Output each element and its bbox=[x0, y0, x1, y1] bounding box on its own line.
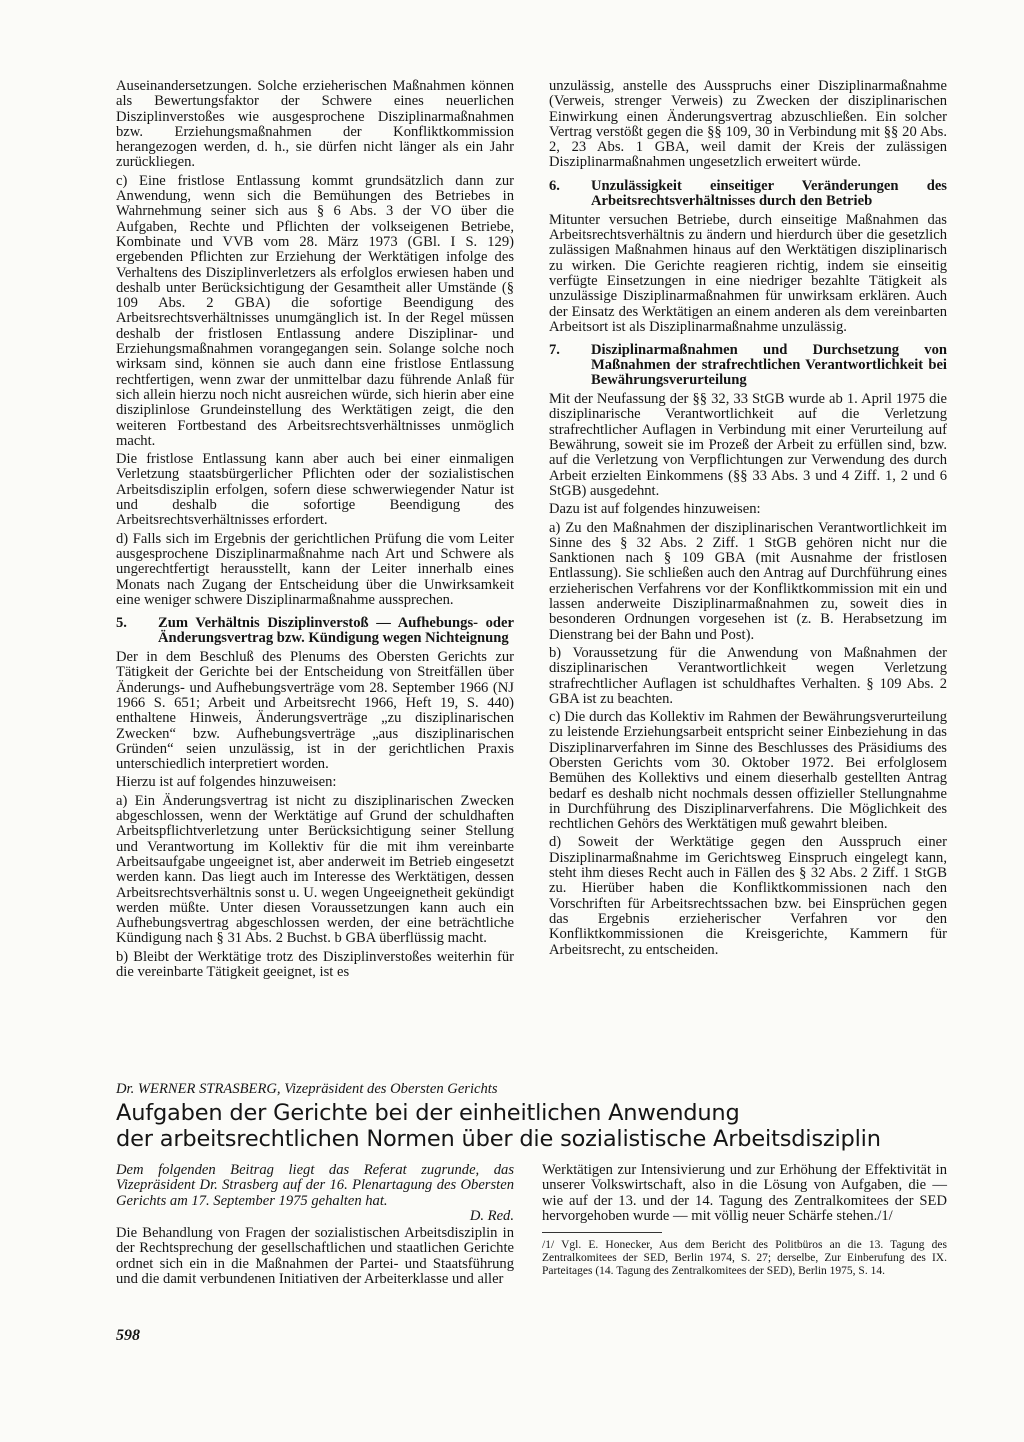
paragraph: Die Behandlung von Fragen der sozialistischen Arbeitsdisziplin in der Rechtsprechung der gesellschaftlichen und staatlichen Gerichte ordnet sich ein in die Maßnahmen der Partei- und Staatsführung und die damit verbundenen Initiativen der Arbeiterklasse und aller bbox=[116, 1225, 514, 1288]
paragraph: Mit der Neufassung der §§ 32, 33 StGB wurde ab 1. April 1975 die disziplinarische Verantwortlichkeit auf die Verletzung strafrechtlicher Auflagen in Verbindung mit einer Verurteilung auf Bewährung, soweit sie im Prozeß der Arbeit zu erfüllen sind, bzw. auf die Verletzung von Verpflichtungen zur Verwendung des durch Arbeit erzielten Einkommens (§§ 33 Abs. 3 und 4 Ziff. 1, 2 und 6 StGB) ausgedehnt. bbox=[549, 391, 947, 499]
paragraph: c) Eine fristlose Entlassung kommt grundsätzlich dann zur Anwendung, wenn sich die Bemühungen des Betriebes in Wahrnehmung seiner sich aus § 6 Abs. 3 der VO über die Aufgaben, Rechte und Pflichten der volkseigenen Betriebe, Kombinate und VVB vom 28. März 1973 (GBl. I S. 129) ergebenden Pflichten zur Erziehung der Werktätigen infolge des Verhaltens des Disziplinverletzers als erfolglos erwiesen haben und deshalb unter Berücksichtigung der Gesamtheit aller Umstände (§ 109 Abs. 2 GBA) die sofortige Beendigung des Arbeitsrechtsverhältnisses unumgänglich ist. In der Regel müssen deshalb der fristlosen Entlassung andere Disziplinar- und Erziehungsmaßnahmen vorangegangen sein. Solange solche noch wirksam sind, können sie auch dann eine fristlose Entlassung rechtfertigen, wenn zwar der unmittelbar dazu führende Anlaß für sich allein hierzu noch nicht ausreichen würde, sich hierin aber eine disziplinlose Grundeinstellung des Werktätigen zeigt, die den weiteren Fortbestand des Arbeitsrechtsverhältnisses unmöglich macht. bbox=[116, 172, 514, 449]
section-number: 6. bbox=[549, 177, 560, 194]
paragraph: a) Ein Änderungsvertrag ist nicht zu disziplinarischen Zwecken abgeschlossen, wenn der Werktätige auf Grund der schuldhaften Arbeitspflichtverletzung unter Berücksichtigung seiner Stellung und Verantwortung im Kollektiv für die mit ihm vereinbarte Arbeitsaufgabe ungeeignet ist, aber anderweit im Betrieb eingesetzt werden kann. Das liegt auch im Interesse des Werktätigen, dessen Arbeitsrechtsverhältnis sonst u. U. wegen Ungeeignetheit gekündigt werden müßte. Unter diesen Voraussetzungen kann auch ein Aufhebungsvertrag abgeschlossen werden, der eine beträchtliche Kündigung nach § 31 Abs. 2 Buchst. b GBA überflüssig macht. bbox=[116, 792, 514, 947]
paragraph: a) Zu den Maßnahmen der disziplinarischen Verantwortlichkeit im Sinne des § 32 Abs. 2 Ziff. 1 StGB gehören nicht nur die Sanktionen nach § 109 GBA (mit Ausnahme der fristlosen Entlassung). Sie schließen auch den Antrag auf Durchführung eines erzieherischen Verfahrens vor der Konfliktkommission mit ein und lassen anderweite Disziplinarmaßnahmen zu, soweit dies in besonderen Ordnungen vorgesehen ist (z. B. Herabsetzung im Dienstrang bei der Bahn und Post). bbox=[549, 519, 947, 643]
paragraph: Der in dem Beschluß des Plenums des Obersten Gerichts zur Tätigkeit der Gerichte bei der Entscheidung von Streitfällen über Änderungs- und Aufhebungsverträge vom 28. September 1966 (NJ 1966 S. 651; Arbeit und Arbeitsrecht 1966, Heft 19, S. 440) enthaltene Hinweis, Änderungsverträge „zu disziplinarischen Zwecken“ bzw. Aufhebungsverträge „aus disziplinarischen Gründen“ seien unzulässig, ist in der gerichtlichen Praxis unterschiedlich interpretiert worden. bbox=[116, 649, 514, 773]
paragraph: b) Voraussetzung für die Anwendung von Maßnahmen der disziplinarischen Verantwortlichkeit wegen Verletzung strafrechtlicher Auflagen ist schuldhaftes Verhalten. § 109 Abs. 2 GBA ist zu beachten. bbox=[549, 644, 947, 707]
editorial-signature: D. Red. bbox=[469, 1207, 514, 1224]
intro-text: Dem folgenden Beitrag liegt das Referat zugrunde, das Vizepräsident Dr. Strasberg auf der 16. Plenartagung des Obersten Gerichts am 17. September 1975 gehalten hat. bbox=[116, 1162, 514, 1209]
paragraph: Werktätigen zur Intensivierung und zur Erhöhung der Effektivität in unserer Volkswirtschaft, also in die Lösung von Aufgaben, die — wie auf der 13. und der 14. Tagung des Zentralkomitees der SED hervorgehoben wurde — mit völlig neuer Schärfe stehen./1/ bbox=[542, 1162, 947, 1224]
paragraph: b) Bleibt der Werktätige trotz des Disziplinverstoßes weiterhin für die vereinbarte Tätigkeit geeignet, ist es bbox=[116, 948, 514, 981]
paragraph: unzulässig, anstelle des Ausspruchs einer Disziplinarmaßnahme (Verweis, strenger Verweis) zu Zwecken der disziplinarischen Einwirkung einen Änderungsvertrag abzuschließen. Ein solcher Vertrag verstößt gegen die §§ 109, 30 in Verbindung mit §§ 20 Abs. 2, 23 Abs. 1 GBA, weil damit der Kreis der zulässigen Disziplinarmaßnahmen ungesetzlich erweitert würde. bbox=[549, 78, 947, 171]
section-number: 7. bbox=[549, 342, 560, 359]
paragraph: Auseinandersetzungen. Solche erzieherischen Maßnahmen können als Bewertungsfaktor der Schwere eines neuerlichen Disziplinverstoßes wie ausgesprochene Disziplinarmaßnahmen bzw. Erziehungsmaßnahmen der Konfliktkommission herangezogen werden, d. h., sie dürfen nicht länger als ein Jahr zurückliegen. bbox=[116, 78, 514, 171]
paragraph: Die fristlose Entlassung kann aber auch bei einer einmaligen Verletzung staatsbürgerlicher Pflichten oder der sozialistischen Arbeitsdisziplin erfolgen, sofern diese schwerwiegender Natur ist und deshalb die sofortige Beendigung des Arbeitsrechtsverhältnisses erfordert. bbox=[116, 451, 514, 529]
paragraph: Mitunter versuchen Betriebe, durch einseitige Maßnahmen das Arbeitsrechtsverhältnis zu ändern und hierdurch über die gesetzlich zulässigen Maßnahmen hinaus auf den Werktätigen disziplinarisch zu wirken. Die Gerichte reagieren richtig, indem sie einseitig verfügte Einsetzungen in eine niedriger bezahlte Tätigkeit als unzulässige Disziplinarmaßnahmen für unwirksam erklären. Auch der Einsatz des Werktätigen an einem anderen als dem vereinbarten Arbeitsort ist als Disziplinarmaßnahme unzulässig. bbox=[549, 211, 947, 335]
section-number: 5. bbox=[116, 615, 127, 632]
paragraph: Hierzu ist auf folgendes hinzuweisen: bbox=[116, 774, 337, 791]
article-title bbox=[116, 1100, 956, 1152]
editorial-intro bbox=[116, 1163, 514, 1224]
section-title: Disziplinarmaßnahmen und Durchsetzung von Maßnahmen der strafrechtlichen Verantwortlichkeit bei Bewährungsverurteilung bbox=[591, 342, 947, 389]
article-title-line-2: der arbeitsrechtlichen Normen über die sozialistische Arbeitsdisziplin bbox=[116, 1126, 881, 1152]
left-column-top bbox=[116, 79, 514, 983]
paragraph: Dazu ist auf folgendes hinzuweisen: bbox=[549, 501, 761, 518]
section-title: Unzulässigkeit einseitiger Veränderungen des Arbeitsrechtsverhältnisses durch den Betrieb bbox=[591, 177, 947, 209]
section-heading-7 bbox=[549, 343, 947, 388]
section-heading-5 bbox=[116, 616, 514, 646]
right-column-top bbox=[549, 79, 947, 961]
right-column-bottom bbox=[542, 1163, 947, 1281]
footnote-divider bbox=[542, 1232, 662, 1233]
paragraph: c) Die durch das Kollektiv im Rahmen der Bewährungsverurteilung zu leistende Erziehungsarbeit entspricht seiner Einbeziehung in das Disziplinarverfahren im Sinne des Beschlusses des Präsidiums des Obersten Gerichts vom 30. Oktober 1972. Bei erfolglosem Bemühen des Kollektivs und einem dieserhalb gestellten Antrag bedarf es deshalb nicht nochmals dessen offizieller Stellungnahme in Durchführung des Disziplinarverfahrens. Die Möglichkeit des rechtlichen Gehörs des Werktätigen muß gewahrt bleiben. bbox=[549, 709, 947, 833]
article-title-line-1: Aufgaben der Gerichte bei der einheitlichen Anwendung bbox=[116, 1100, 740, 1126]
paragraph: d) Falls sich im Ergebnis der gerichtlichen Prüfung die vom Leiter ausgesprochene Disziplinarmaßnahme nach Art und Schwere als ungerechtfertigt herausstellt, kann der Leiter innerhalb eines Monats nach Zugang der Entscheidung über die Unwirksamkeit eine weniger schwere Disziplinarmaßnahme aussprechen. bbox=[116, 530, 514, 608]
left-column-bottom bbox=[116, 1163, 514, 1290]
section-heading-6 bbox=[549, 179, 947, 209]
footnote: /1/ Vgl. E. Honecker, Aus dem Bericht des Politbüros an die 13. Tagung des Zentralkomitees der SED, Berlin 1974, S. 27; derselbe, Zur Einberufung des IX. Parteitages (14. Tagung des Zentralkomitees der SED), Berlin 1975, S. 14. bbox=[542, 1239, 947, 1277]
section-title: Zum Verhältnis Disziplinverstoß — Aufhebungs- oder Änderungsvertrag bzw. Kündigung wegen Nichteignung bbox=[158, 615, 514, 647]
article-author: Dr. WERNER STRASBERG, Vizepräsident des Obersten Gerichts bbox=[116, 1081, 498, 1097]
paragraph: d) Soweit der Werktätige gegen den Ausspruch einer Disziplinarmaßnahme im Gerichtsweg Einspruch eingelegt kann, steht ihm dieses Recht auch in Fällen des § 32 Abs. 2 Ziff. 1 StGB zu. Hierüber haben die Konfliktkommissionen nach den Vorschriften für Arbeitsrechtssachen bzw. bei Einsprüchen gegen das Ergebnis erzieherischer Verfahren vor den Konfliktkommissionen die Kreisgerichte, Kammern für Arbeitsrecht, zu entscheiden. bbox=[549, 834, 947, 958]
page-number: 598 bbox=[116, 1327, 140, 1344]
